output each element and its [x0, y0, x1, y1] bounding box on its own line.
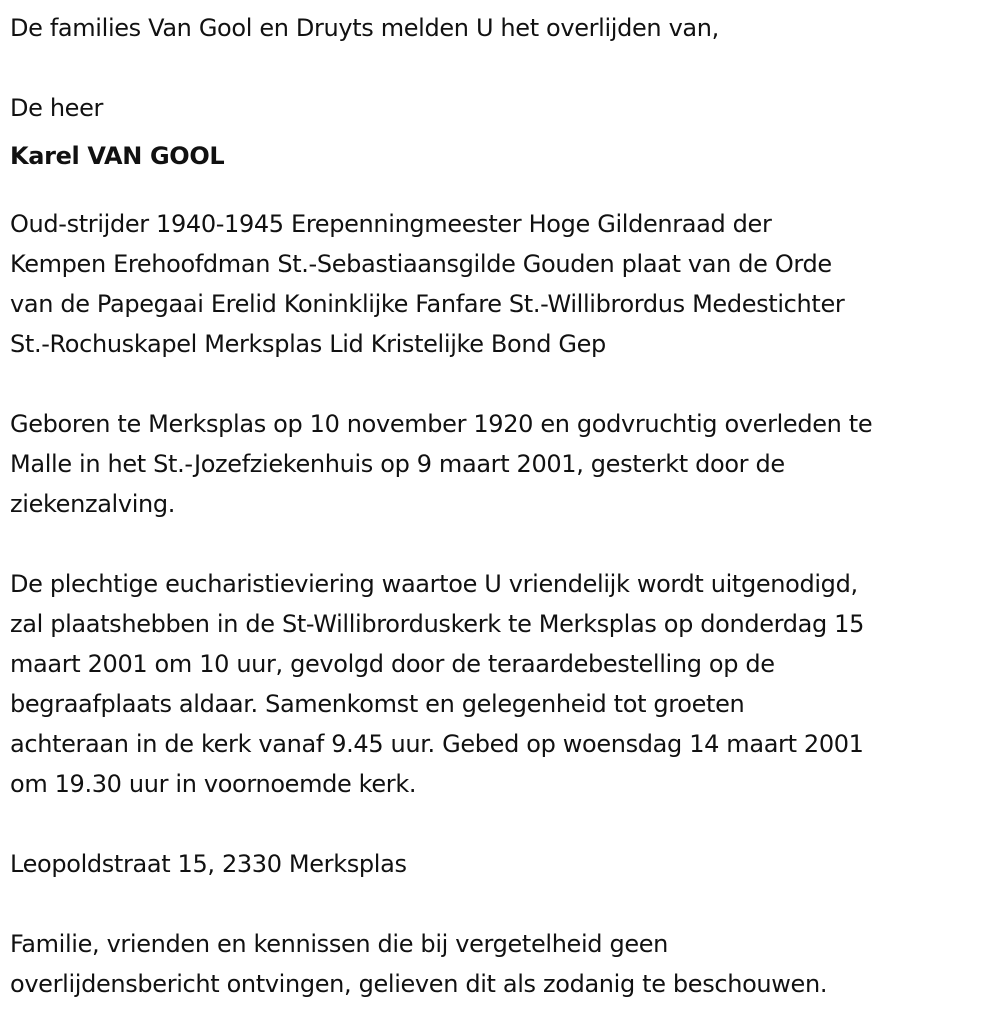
ceremony-line: achteraan in de kerk vanaf 9.45 uur. Gebed op woensdag 14 maart 2001: [10, 730, 864, 758]
ceremony-line: om 19.30 uur in voornoemde kerk.: [10, 770, 417, 798]
birth-death-line: Malle in het St.-Jozefziekenhuis op 9 maart 2001, gesterkt door de: [10, 450, 785, 478]
honors-line: Kempen Erehoofdman St.-Sebastiaansgilde Gouden plaat van de Orde: [10, 250, 832, 278]
ceremony-line: De plechtige eucharistieviering waartoe U vriendelijk wordt uitgenodigd,: [10, 570, 858, 598]
honors-paragraph: [10, 204, 992, 364]
honorific-title: De heer: [10, 94, 104, 122]
honors-line: St.-Rochuskapel Merksplas Lid Kristelijke Bond Gep: [10, 330, 606, 358]
birth-death-paragraph: [10, 404, 992, 524]
birth-death-line: Geboren te Merksplas op 10 november 1920 en godvruchtig overleden te: [10, 410, 873, 438]
closing-line: overlijdensbericht ontvingen, gelieven dit als zodanig te beschouwen.: [10, 970, 828, 998]
ceremony-line: begraafplaats aldaar. Samenkomst en gelegenheid tot groeten: [10, 690, 745, 718]
birth-death-line: ziekenzalving.: [10, 490, 176, 518]
deceased-name: Karel VAN GOOL: [10, 142, 225, 170]
closing-paragraph: [10, 924, 992, 1004]
death-notice: [10, 8, 992, 1004]
closing-line: Familie, vrienden en kennissen die bij vergetelheid geen: [10, 930, 669, 958]
honors-line: Oud-strijder 1940-1945 Erepenningmeester Hoge Gildenraad der: [10, 210, 772, 238]
intro-text: De families Van Gool en Druyts melden U het overlijden van,: [10, 14, 719, 42]
honors-line: van de Papegaai Erelid Koninklijke Fanfare St.-Willibrordus Medestichter: [10, 290, 845, 318]
ceremony-paragraph: [10, 564, 992, 804]
ceremony-line: maart 2001 om 10 uur, gevolgd door de teraardebestelling op de: [10, 650, 775, 678]
ceremony-line: zal plaatshebben in de St-Willibrorduskerk te Merksplas op donderdag 15: [10, 610, 864, 638]
address-text: Leopoldstraat 15, 2330 Merksplas: [10, 850, 407, 878]
